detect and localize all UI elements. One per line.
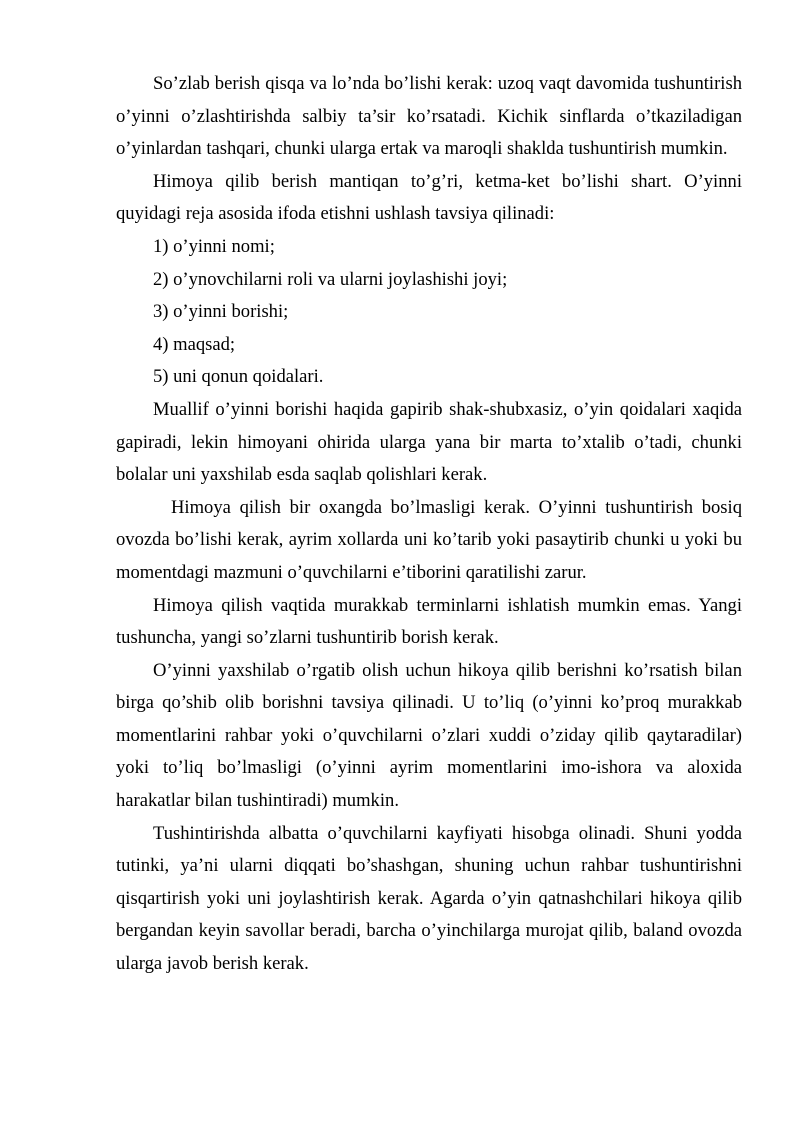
paragraph: Himoya qilish vaqtida murakkab terminlarni ishlatish mumkin emas. Yangi tushuncha, yangi so’zlarni tushuntirib borish kerak. — [116, 594, 742, 649]
paragraph: Himoya qilib berish mantiqan to’g’ri, ketma-ket bo’lishi shart. O’yinni quyidagi reja asosida ifoda etishni ushlash tavsiya qilinadi: — [116, 170, 742, 225]
list-item: 1) o’yinni nomi; — [153, 235, 275, 257]
paragraph: So’zlab berish qisqa va lo’nda bo’lishi kerak: uzoq vaqt davomida tushuntirish o’yinni o’zlashtirishda salbiy ta’sir ko’rsatadi. Kichik sinflarda o’tkaziladigan o’yinlardan tashqari, chunki ularga ertak va maroqli shaklda tushuntirish mumkin. — [116, 73, 742, 160]
document-page — [116, 68, 742, 981]
paragraph: Tushintirishda albatta o’quvchilarni kayfiyati hisobga olinadi. Shuni yodda tutinki, ya’ni ularni diqqati bo’shashgan, shuning uchun rahbar tushuntirishni qisqartirish yoki uni joylashtirish kerak. Agarda o’yin qatnashchilari hikoya qilib bergandan keyin savollar beradi, barcha o’yinchilarga murojat qilib, baland ovozda ularga javob berish kerak. — [116, 822, 742, 975]
list-item: 4) maqsad; — [153, 333, 236, 355]
list-item: 2) o’ynovchilarni roli va ularni joylashishi joyi; — [153, 268, 508, 290]
list-item: 3) o’yinni borishi; — [153, 301, 289, 323]
paragraph: Muallif o’yinni borishi haqida gapirib shak-shubxasiz, o’yin qoidalari xaqida gapiradi, lekin himoyani ohirida ularga yana bir marta to’xtalib o’tadi, chunki bolalar uni yaxshilab esda saqlab qolishlari kerak. — [116, 398, 742, 486]
paragraph: Himoya qilish bir oxangda bo’lmasligi kerak. O’yinni tushuntirish bosiq ovozda bo’lishi kerak, ayrim xollarda uni ko’tarib yoki pasaytirib chunki u yoki bu momentdagi mazmuni o’quvchilarni e’tiborini qaratilishi zarur. — [116, 496, 742, 583]
list-item: 5) uni qonun qoidalari. — [153, 366, 324, 388]
numbered-list — [116, 231, 742, 394]
paragraph: O’yinni yaxshilab o’rgatib olish uchun hikoya qilib berishni ko’rsatish bilan birga qo’shib olib borishni tavsiya qilinadi. U to’liq (o’yinni ko’proq murakkab momentlarini rahbar yoki o’quvchilarni o’zlari xuddi o’ziday qilib qaytaradilar) yoki to’liq bo’lmasligi (o’yinni ayrim momentlarini imo-ishora va aloxida harakatlar bilan tushintiradi) mumkin. — [116, 659, 742, 812]
